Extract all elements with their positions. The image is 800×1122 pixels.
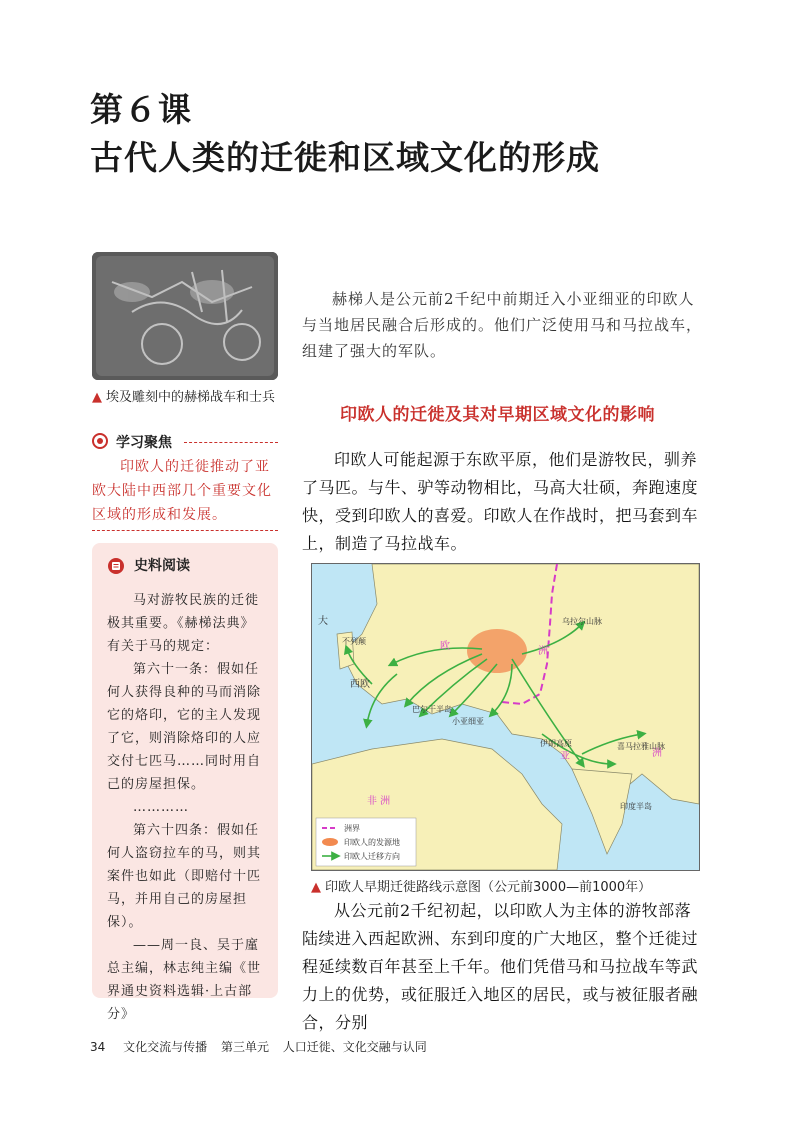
legend-boundary: 洲界 (344, 824, 360, 833)
lesson-title: 古代人类的迁徙和区域文化的形成 (90, 138, 600, 177)
relief-caption: ▲ 埃及雕刻中的赫梯战车和士兵 (92, 390, 276, 405)
reading-paragraph: 第六十四条：假如任何人盗窃拉车的马，则其案件也如此（即赔付十匹马，并用自己的房屋担保）。 (107, 823, 262, 930)
body-paragraph-2: 从公元前2千纪初起，以印欧人为主体的游牧部落陆续进入西起欧洲、东到印度的广大地区，整个迁徙过程延续数百年甚至上千年。他们凭借马和马拉战车等武力上的优势，或征服迁入地区的居民，或与被征服者融合，分别 (302, 901, 699, 1032)
map-label-west-europe: 西欧 (350, 679, 370, 690)
chariot-relief-image (92, 252, 278, 380)
map-label-da: 大 (318, 616, 328, 627)
focus-divider (184, 442, 278, 443)
map-legend (316, 818, 416, 866)
reading-paragraph: 第六十一条：假如任何人获得良种的马而消除它的烙印，它的主人发现了它，则消除烙印的人应交付七匹马……同时用自己的房屋担保。 (107, 662, 262, 792)
map-label-himalaya: 喜马拉雅山脉 (617, 742, 665, 751)
map-label-asia-minor: 小亚细亚 (452, 717, 484, 726)
map-label-africa: 非 洲 (367, 796, 391, 807)
map-label-india: 印度半岛 (620, 802, 652, 811)
migration-map (311, 563, 700, 871)
source-reading-body (107, 589, 265, 1026)
scroll-icon (107, 557, 125, 575)
map-caption: ▲ 印欧人早期迁徙路线示意图（公元前3000—前1000年） (311, 880, 652, 895)
map-label-zhou: 洲 (538, 646, 548, 657)
intro-paragraph: 赫梯人是公元前2千纪中前期迁入小亚细亚的印欧人与当地居民融合后形成的。他们广泛使用马和马拉战车，组建了强大的军队。 (302, 290, 703, 360)
learning-focus-text: 印欧人的迁徙推动了亚欧大陆中西部几个重要文化区域的形成和发展。 (92, 459, 272, 523)
page-number: 34 (90, 1040, 106, 1054)
source-reading-box (92, 543, 278, 1022)
map-label-ya: 亚 (560, 751, 570, 762)
reading-paragraph: 马对游牧民族的迁徙极其重要。《赫梯法典》有关于马的规定： (107, 593, 260, 654)
caption-triangle-icon: ▲ (92, 390, 102, 405)
lesson-number: 第６课 (90, 90, 192, 129)
focus-bottom-divider (92, 530, 278, 531)
source-reading-title: 史料阅读 (134, 558, 190, 574)
map-label-europe: 欧 (440, 641, 450, 652)
learning-focus-header (92, 432, 278, 452)
unit-title: 人口迁徙、文化交融与认同 (282, 1040, 427, 1054)
unit-label: 第三单元 (220, 1040, 269, 1054)
map-label-iran: 伊朗高原 (540, 739, 572, 748)
map-label-balkan: 巴尔干半岛 (412, 705, 452, 714)
book-title: 文化交流与传播 (123, 1040, 208, 1054)
legend-origin: 印欧人的发源地 (344, 838, 400, 847)
reading-paragraph: ………… (133, 800, 189, 815)
map-label-ural: 乌拉尔山脉 (562, 617, 602, 626)
map-label-zhou-east: 洲 (652, 748, 662, 759)
legend-direction: 印欧人迁移方向 (344, 852, 400, 861)
reading-citation: ——周一良、吴于廑总主编，林志纯主编《世界通史资料选辑·上古部分》 (107, 938, 262, 1022)
map-label-britain: 不列颠 (342, 637, 366, 646)
learning-focus-title: 学习聚焦 (116, 435, 172, 451)
page-footer (90, 1038, 437, 1055)
body-paragraph-1: 印欧人可能起源于东欧平原，他们是游牧民，驯养了马匹。与牛、驴等动物相比，马高大壮硕，奔跑速度快，受到印欧人的喜爱。印欧人在作战时，把马套到车上，制造了马拉战车。 (302, 450, 699, 553)
focus-target-icon (92, 433, 108, 449)
section-heading: 印欧人的迁徙及其对早期区域文化的影响 (340, 405, 655, 425)
caption-triangle-icon: ▲ (311, 880, 321, 895)
